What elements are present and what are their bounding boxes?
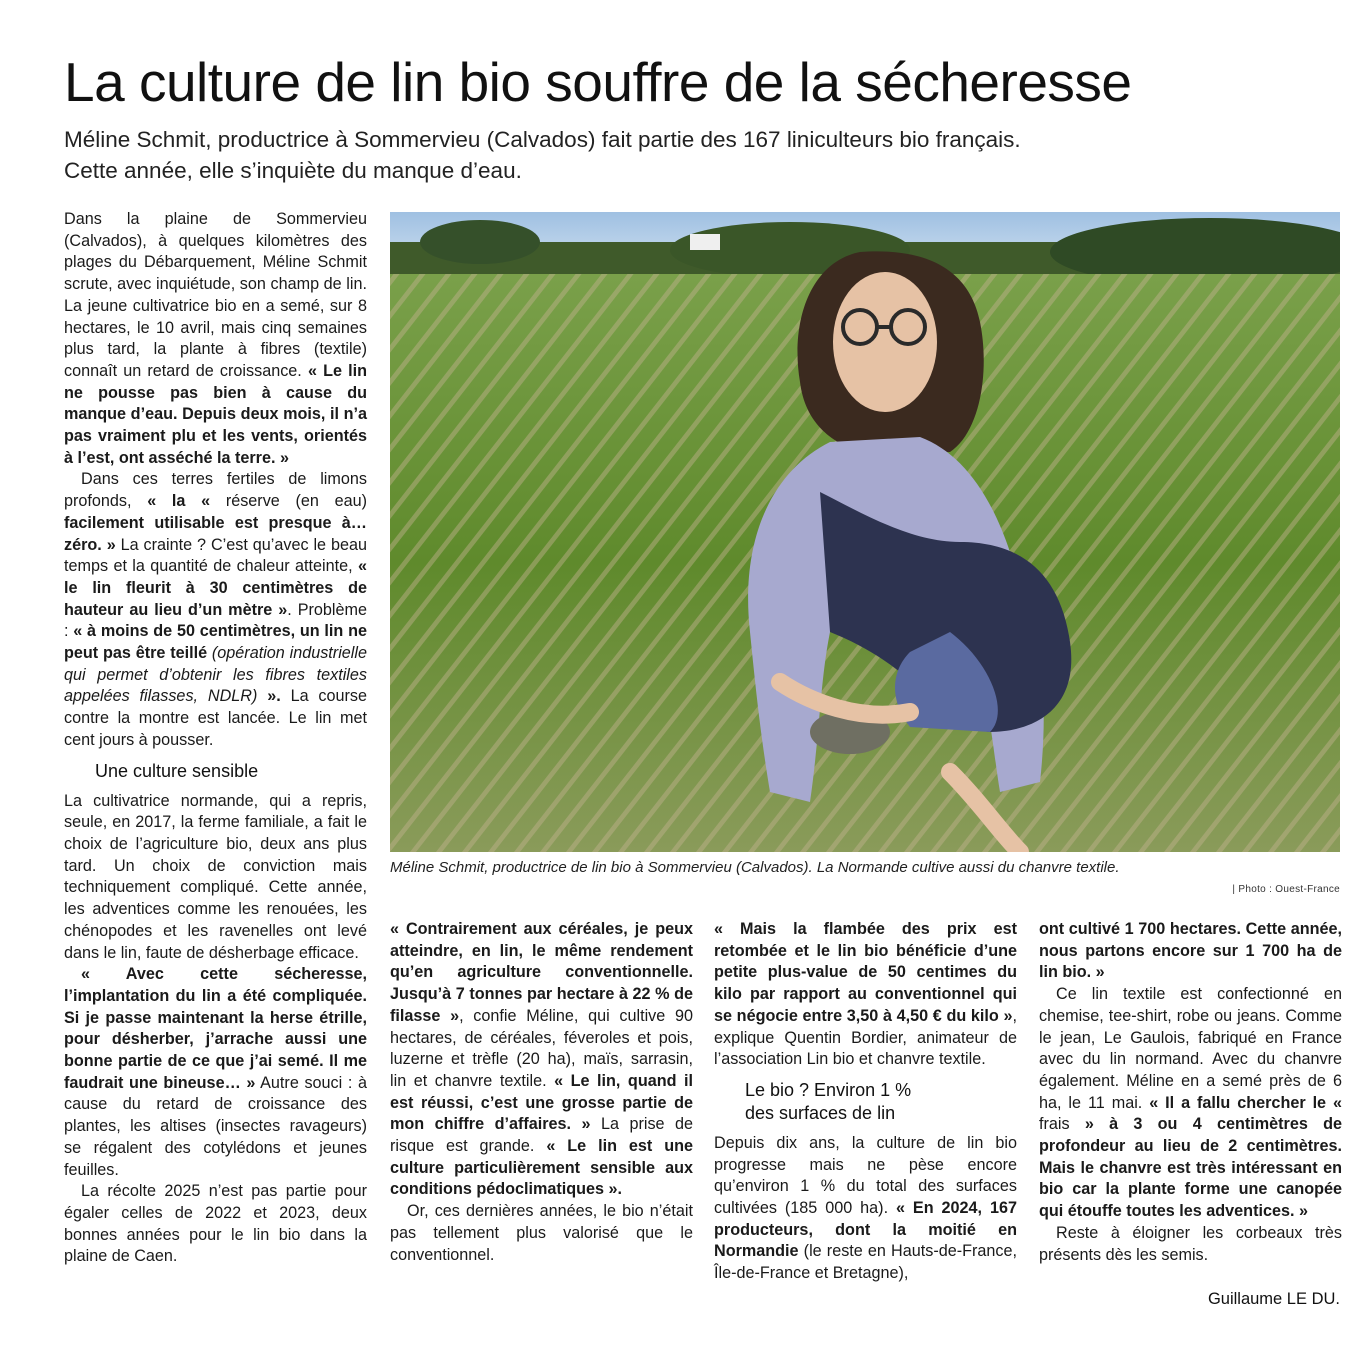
text-column-1 [64, 209, 367, 1268]
paragraph: ont cultivé 1 700 hectares. Cette année, nous partons encore sur 1 700 ha de lin bio. » [1039, 920, 1342, 982]
paragraph: Depuis dix ans, la culture de lin bio progresse mais ne pèse encore qu’environ 1 % du total des surfaces cultivées (185 000 ha). « En 2024, 167 producteurs, dont la moitié en Normandie (le reste en Hauts-de-France, Île-de-France et Bretagne), [714, 1133, 1017, 1283]
standfirst-line: Méline Schmit, productrice à Sommervieu (Calvados) fait partie des 167 liniculteurs bio français. [64, 127, 1021, 152]
paragraph: La récolte 2025 n’est pas partie pour égaler celles de 2022 et 2023, deux bonnes années pour le lin bio dans la plaine de Caen. [64, 1182, 367, 1266]
paragraph: La cultivatrice normande, qui a repris, seule, en 2017, la ferme familiale, a fait le choix de l’agriculture bio, deux ans plus tard. Un choix de conviction mais techniquement compliqué. Cette année, les adventices comme les renouées, les chénopodes et les ravenelles ont levé dans le lin, faute de désherbage efficace. [64, 791, 367, 962]
article-photo [390, 212, 1340, 852]
paragraph: Or, ces dernières années, le bio n’était pas tellement plus valorisé que le conventionnel. [390, 1202, 693, 1264]
standfirst [64, 124, 1324, 186]
photo-caption: Méline Schmit, productrice de lin bio à Sommervieu (Calvados). La Normande cultive aussi du chanvre textile. [390, 859, 1120, 876]
paragraph: Dans la plaine de Sommervieu (Calvados), à quelques kilomètres des plages du Débarquement, Méline Schmit scrute, avec inquiétude, son champ de lin. La jeune cultivatrice bio en a semé, sur 8 hectares, le 10 avril, mais cinq semaines plus tard, la plante à fibres (textile) connaît un retard de croissance. « Le lin ne pousse pas bien à cause du manque d’eau. Depuis deux mois, il n’a pas vraiment plu et les vents, orientés à l’est, ont asséché la terre. » [64, 210, 367, 467]
author-signature: Guillaume LE DU. [1207, 1290, 1340, 1308]
paragraph: « Mais la flambée des prix est retombée et le lin bio bénéficie d’une petite plus-value de 50 centimes du kilo par rapport au conventionnel qui se négocie entre 3,50 à 4,50 € du kilo », explique Quentin Bordier, animateur de l’association Lin bio et chanvre textile. [714, 920, 1017, 1069]
subheading: Une culture sensible [95, 760, 259, 781]
paragraph: Dans ces terres fertiles de limons profonds, « la « réserve (en eau) facilement utilisable est presque à… zéro. » La crainte ? C’est qu’avec le beau temps et la quantité de chaleur atteinte, « le lin fleurit à 30 centimètres de hauteur au lieu d’un mètre ». Problème : « à moins de 50 centimètres, un lin ne peut pas être teillé (opération industrielle qui permet d’obtenir les fibres textiles appelées filasses, NDLR) ». La course contre la montre est lancée. Le lin met cent jours à pousser. [64, 470, 368, 749]
paragraph: Ce lin textile est confectionné en chemise, tee-shirt, robe ou jeans. Comme le jean, Le Gaulois, fabriqué en France avec du lin normand. Avec du chanvre également. Méline en a semé près de 6 ha, le 11 mai. « Il a fallu chercher le « frais » à 3 ou 4 centimètres de profondeur au lieu de 2 centimètres. Mais le chanvre est très intéressant en bio car la plante forme une canopée qui étouffe toutes les adventices. » [1039, 985, 1342, 1221]
paragraph: « Avec cette sécheresse, l’implantation du lin a été compliquée. Si je passe maintenant la herse étrille, pour désherber, j’arrache aussi une bonne partie de ce que j’ai semé. Il me faudrait une bineuse… » Autre souci : à cause du retard de croissance des plantes, les altises (insectes ravageurs) se régalent des cotylédons et jeunes feuilles. [64, 965, 367, 1179]
text-column-2 [390, 919, 693, 1266]
paragraph: « Contrairement aux céréales, je peux atteindre, en lin, le même rendement qu’en agriculture conventionnelle. Jusqu’à 7 tonnes par hectare à 22 % de filasse », confie Méline, qui cultive 90 hectares, de céréales, féveroles et pois, luzerne et trèfle (20 ha), maïs, sarrasin, lin et chanvre textile. « Le lin, quand il est réussi, c’est une grosse partie de mon chiffre d’affaires. » La prise de risque est grande. « Le lin est une culture particulièrement sensible aux conditions pédoclimatiques ». [390, 920, 694, 1199]
standfirst-line: Cette année, elle s’inquiète du manque d’eau. [64, 158, 522, 183]
text-column-4 [1039, 919, 1342, 1266]
photo-illustration [390, 212, 1340, 852]
subheading: Le bio ? Environ 1 % des surfaces de lin [745, 1079, 912, 1123]
headline: La culture de lin bio souffre de la sécheresse [64, 51, 1132, 113]
text-column-3 [714, 919, 1017, 1285]
photo-credit: | Photo : Ouest-France [1232, 884, 1340, 895]
paragraph: Reste à éloigner les corbeaux très présents dès les semis. [1039, 1223, 1342, 1264]
